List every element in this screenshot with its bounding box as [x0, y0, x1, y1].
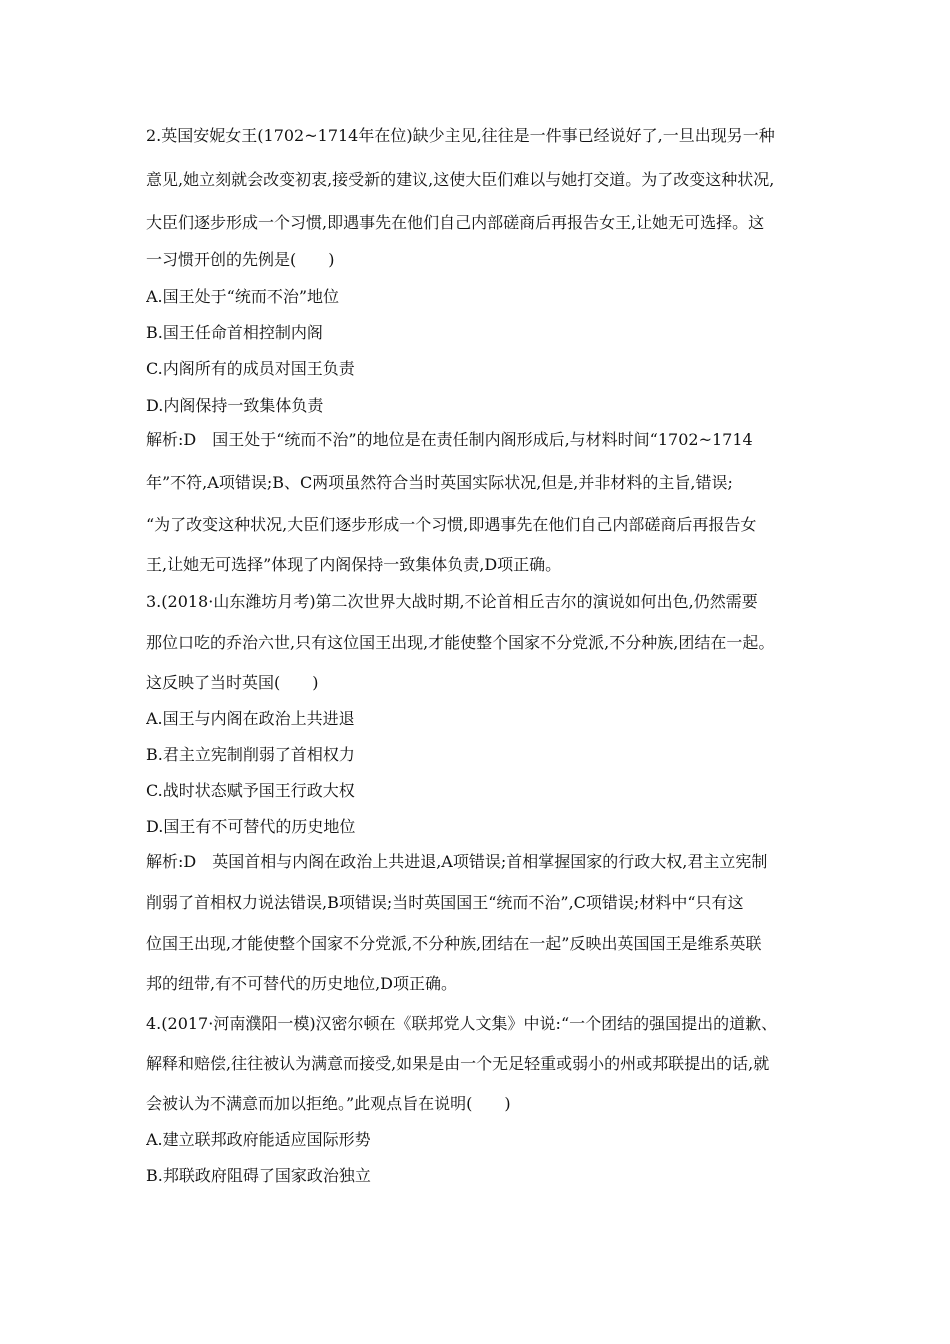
- q2-analysis-line-1: 解析:D 国王处于“统而不治”的地位是在责任制内阁形成后,与材料时间“1702~1714: [146, 430, 753, 449]
- q2-stem-line-2: 意见,她立刻就会改变初衷,接受新的建议,这使大臣们难以与她打交道。为了改变这种状况,: [146, 170, 775, 189]
- q2-stem-line-3: 大臣们逐步形成一个习惯,即遇事先在他们自己内部磋商后再报告女王,让她无可选择。这: [146, 213, 765, 232]
- q3-option-c: C.战时状态赋予国王行政大权: [146, 781, 355, 800]
- q4-option-b: B.邦联政府阻碍了国家政治独立: [146, 1166, 371, 1185]
- q3-option-d: D.国王有不可替代的历史地位: [146, 817, 356, 836]
- q4-option-a: A.建立联邦政府能适应国际形势: [146, 1130, 371, 1149]
- q3-analysis-line-1: 解析:D 英国首相与内阁在政治上共进退,A项错误;首相掌握国家的行政大权,君主立宪制: [146, 852, 768, 871]
- q3-analysis-line-2: 削弱了首相权力说法错误,B项错误;当时英国国王“统而不治”,C项错误;材料中“只有这: [146, 893, 744, 912]
- q3-stem-line-1: 3.(2018·山东潍坊月考)第二次世界大战时期,不论首相丘吉尔的演说如何出色,仍然需要: [146, 592, 758, 611]
- q2-option-b: B.国王任命首相控制内阁: [146, 323, 323, 342]
- q2-analysis-line-3: “为了改变这种状况,大臣们逐步形成一个习惯,即遇事先在他们自己内部磋商后再报告女: [146, 515, 757, 534]
- q4-stem-line-3: 会被认为不满意而加以拒绝。”此观点旨在说明( ): [146, 1094, 511, 1113]
- q2-analysis-line-4: 王,让她无可选择”体现了内阁保持一致集体负责,D项正确。: [146, 555, 562, 574]
- q2-analysis-line-2: 年”不符,A项错误;B、C两项虽然符合当时英国实际状况,但是,并非材料的主旨,错误;: [146, 473, 733, 492]
- q3-analysis-line-4: 邦的纽带,有不可替代的历史地位,D项正确。: [146, 974, 458, 993]
- q4-stem-line-2: 解释和赔偿,往往被认为满意而接受,如果是由一个无足轻重或弱小的州或邦联提出的话,就: [146, 1054, 770, 1073]
- q3-analysis-line-3: 位国王出现,才能使整个国家不分党派,不分种族,团结在一起”反映出英国国王是维系英联: [146, 934, 762, 953]
- q2-option-c: C.内阁所有的成员对国王负责: [146, 359, 355, 378]
- q3-stem-line-3: 这反映了当时英国( ): [146, 673, 319, 692]
- q2-option-d: D.内阁保持一致集体负责: [146, 396, 324, 415]
- q2-stem-line-4: 一习惯开创的先例是( ): [146, 250, 335, 269]
- q2-option-a: A.国王处于“统而不治”地位: [146, 287, 340, 306]
- q3-stem-line-2: 那位口吃的乔治六世,只有这位国王出现,才能使整个国家不分党派,不分种族,团结在一起。: [146, 633, 775, 652]
- q4-stem-line-1: 4.(2017·河南濮阳一模)汉密尔顿在《联邦党人文集》中说:“一个团结的强国提出的道歉、: [146, 1014, 778, 1033]
- q2-stem-line-1: 2.英国安妮女王(1702~1714年在位)缺少主见,往往是一件事已经说好了,一旦出现另一种: [146, 126, 775, 145]
- q3-option-a: A.国王与内阁在政治上共进退: [146, 709, 355, 728]
- q3-option-b: B.君主立宪制削弱了首相权力: [146, 745, 355, 764]
